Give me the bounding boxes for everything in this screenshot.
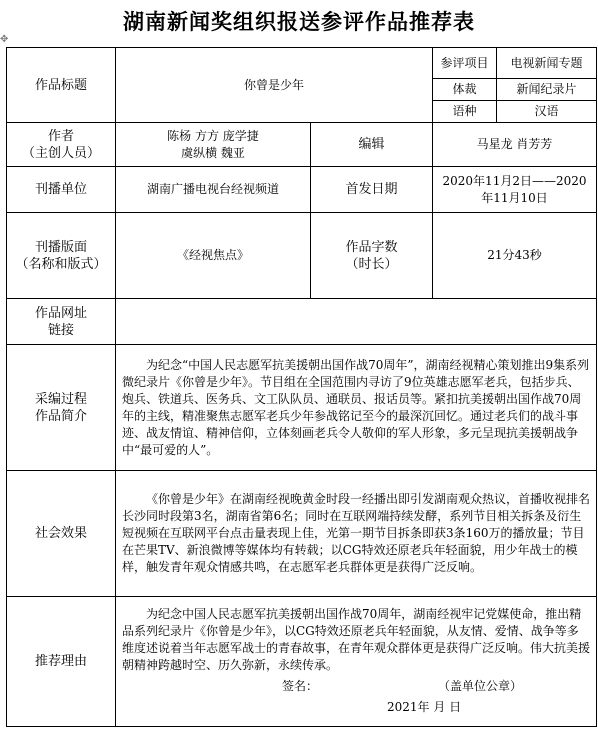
genre-value: 新闻纪录片 [497,79,597,101]
authors-line1: 陈杨 方方 庞学捷 [167,128,259,143]
author-label-line2: （主创人员） [21,145,100,161]
process-text: 为纪念“中国人民志愿军抗美援朝出国作战70周年”，湖南经视精心策划推出9集系列微纪录片《你曾是少年》。节目组在全国范围内寻访了9位英雄志愿军老兵，包括步兵、炮兵、铁道兵、医务兵、文工队队员、通联员、报话员等。紧扣抗美援朝出国作战70周年的主线，精准聚焦志愿军老兵少年参战铭记至今的最深沉回忆。通过老兵们的战斗事迹、战友情谊、精神信仰，立体刻画老兵令人敬仰的军人形象，多元呈现抗美援朝战争中“最可爱的人”。 [116,345,597,471]
url-label [7,299,116,345]
resize-handle-icon[interactable]: ✥ [0,34,9,45]
reason-text: 为纪念中国人民志愿军抗美援朝出国作战70周年，湖南经视牢记党媒使命，推出精品系列纪录片《你曾是少年》，以CG特效还原老兵年轻面貌，从友情、爱情、战争等多维度述说着当年志愿军战士的青春故事，在青年观众群体更是获得广泛反响。伟大抗美援朝精神跨越时空、历久弥新，永续传承。 [122,606,591,672]
layout-label-line1: 刊播版面 [34,239,87,255]
process-label-line1: 采编过程 [34,391,87,407]
category-label: 参评项目 [433,48,497,79]
layout-label-line2: （名称和版式） [15,256,107,272]
recommendation-form [6,47,597,727]
category-value: 电视新闻专题 [497,48,597,79]
process-label-line2: 作品简介 [34,408,87,424]
stamp-note: （盖单位公章） [438,678,523,693]
effect-text: 《你曾是少年》在湖南经视晚黄金时段一经播出即引发湖南观众热议，首播收视排名长沙同时段第3名，湖南省第6名；同时在互联网端持续发酵，系列节目相关拆条及衍生短视频在互联网平台点击量表现上佳，光第一期节目拆条即获3条160万的播放量；节目在芒果TV、新浪微博等媒体均有转载；以CG特效还原老兵年轻面貌，用少年战士的模样，触发青年观众情感共鸣，在志愿军老兵群体更是获得广泛反响。 [116,471,597,597]
publisher-label: 刊播单位 [7,167,116,213]
reason-label: 推荐理由 [7,597,116,727]
first-date-value: 2020年11月2日——2020年11月10日 [433,167,597,213]
wordcount-label-line2: （时长） [345,256,398,272]
language-label: 语种 [433,101,497,123]
signature-label: 签名： [282,678,319,693]
url-label-line1: 作品网址 [34,305,87,321]
author-label [7,123,116,167]
wordcount-label-line1: 作品字数 [345,239,398,255]
url-value [116,299,597,345]
editor-value: 马星龙 肖芳芳 [433,123,597,167]
page-title: 湖南新闻奖组织报送参评作品推荐表 [123,10,475,34]
process-label [7,345,116,471]
work-title-value: 你曾是少年 [116,48,433,123]
work-title-label: 作品标题 [7,48,116,123]
reason-cell [116,597,597,727]
authors-value [116,123,311,167]
signature-date: 2021年 月 日 [387,699,462,714]
url-label-line2: 链接 [47,322,74,338]
wordcount-label [311,213,433,299]
duration-value: 21分43秒 [433,213,597,299]
signature-block [122,676,590,718]
signature-line [122,676,590,697]
authors-line2: 虞纵横 魏亚 [181,145,245,160]
effect-label: 社会效果 [7,471,116,597]
editor-label: 编辑 [311,123,433,167]
language-value: 汉语 [497,101,597,123]
first-date-label: 首发日期 [311,167,433,213]
author-label-line1: 作者 [47,128,74,144]
layout-value: 《经视焦点》 [116,213,311,299]
publisher-value: 湖南广播电视台经视频道 [116,167,311,213]
genre-label: 体裁 [433,79,497,101]
layout-label [7,213,116,299]
